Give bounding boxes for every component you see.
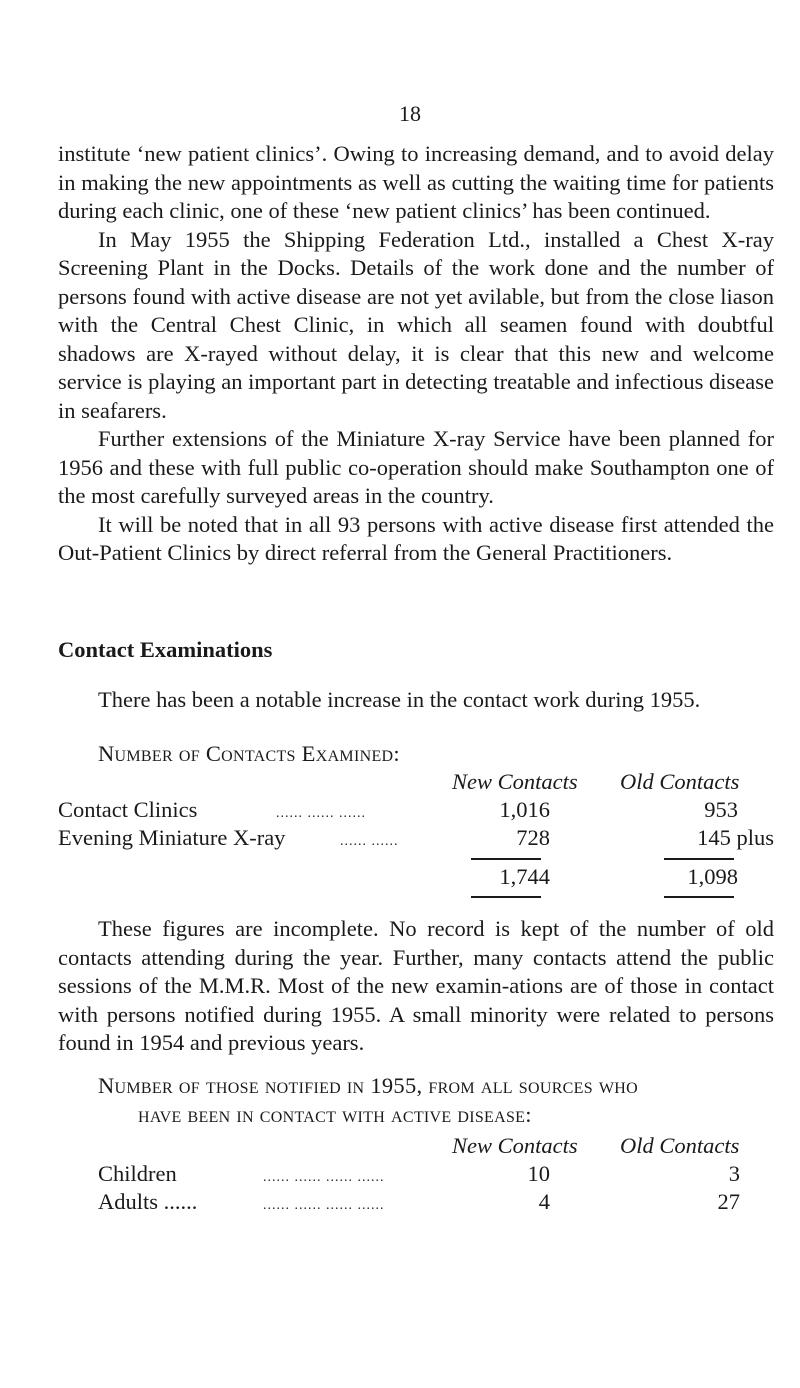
table1-row-label: Contact Clinics [58,797,198,822]
paragraph: institute ‘new patient clinics’. Owing to increasing demand, and to avoid delay in making the new appointments as well as cutting the waiting time for patients during each clinic, one of these ‘new patient clinics’ has been continued. [58,141,774,223]
paragraph: In May 1955 the Shipping Federation Ltd., installed a Chest X-ray Screening Plant in the Docks. Details of the work done and the number of persons found with active disease are not yet avilable, but from the close liason with the Central Chest Clinic, in which all seamen found with doubtful shadows are X-rayed without delay, it is clear that this new and welcome service is playing an important part in detecting treatable and infectious disease in seafarers. [58,226,774,423]
table1-row-new: 728 [516,825,550,850]
table2-row-leader: ...... ...... ...... ...... [263,1198,385,1213]
table1-row-leader: ...... ...... [340,834,399,849]
table1-subtotal-rule [664,858,734,860]
page-number: 18 [399,101,421,126]
paragraph: It will be noted that in all 93 persons with active disease first attended the Out-Patient Clinics by direct referral from the General Practitioners. [58,511,774,565]
table2-heading [98,1072,774,1129]
table2-row-new: 4 [538,1189,550,1214]
intro-text [58,140,774,568]
note-paragraph-block [58,915,774,1058]
table2-col-new: New Contacts [452,1133,578,1158]
table2-row-leader: ...... ...... ...... ...... [263,1170,385,1185]
table1-row-old: 953 [704,797,738,822]
table1-subtotal-rule [471,858,541,860]
table1-total-old: 1,098 [687,864,738,889]
table1-total-new: 1,744 [499,864,550,889]
table2-row-new: 10 [527,1161,550,1186]
table2-heading-line2: have been in contact with active disease: [138,1101,532,1127]
table1-total-rule [471,896,541,898]
table2-col-old: Old Contacts [620,1133,740,1158]
table1-heading: Number of Contacts Examined: [98,741,400,766]
paragraph: These figures are incomplete. No record is kept of the number of old contacts attending during the year. Further, many contacts attend the public sessions of the M.M.R. Most of the new examin-ations are of those in contact with persons notified during 1955. A small minority were related to persons found in 1954 and previous years. [58,916,774,1055]
table1-col-old: Old Contacts [620,769,740,794]
table1-row-old: 145 plus [697,825,774,850]
table1-row-new: 1,016 [499,797,550,822]
table1-total-rule [664,896,734,898]
table2-heading-line1: Number of those notified in 1955, from all sources who [98,1073,638,1098]
table2-row-old: 27 [717,1189,740,1214]
paragraph: Further extensions of the Miniature X-ray Service have been planned for 1956 and these with full public co-operation should make Southampton one of the most carefully surveyed areas in the country. [58,426,774,508]
table1-row-label: Evening Miniature X-ray [58,825,286,850]
section-intro [58,686,774,715]
table2-row-old: 3 [728,1161,740,1186]
table1-row-leader: ...... ...... ...... [276,806,366,821]
table1-col-new: New Contacts [452,769,578,794]
table2-row-label: Children [98,1161,177,1186]
paragraph: There has been a notable increase in the contact work during 1955. [98,687,701,712]
table2-row-label: Adults ...... [98,1189,198,1214]
section-heading: Contact Examinations [58,637,273,662]
